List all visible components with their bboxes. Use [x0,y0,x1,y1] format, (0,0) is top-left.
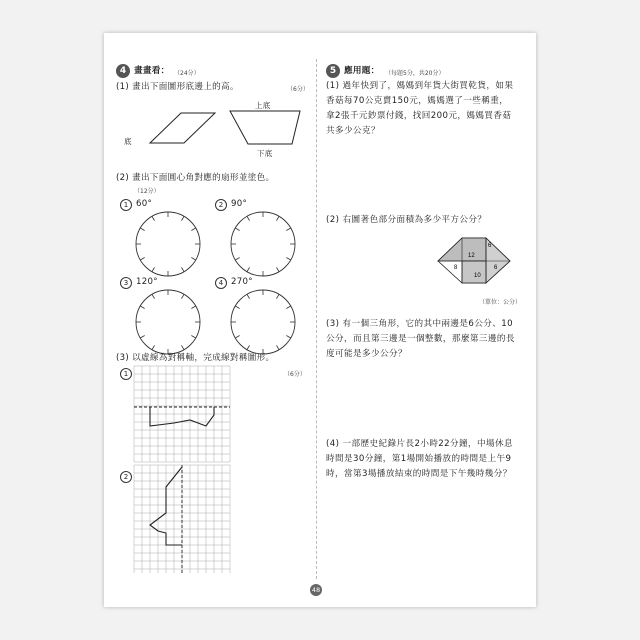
r-q2-unit: （單位：公分） [479,299,522,306]
page-number: 48 [311,586,321,594]
section-4-points: （24分） [174,70,200,77]
section-4-badge: 4 [116,64,130,78]
q2-item-1-angle: 60° [136,199,153,209]
section-5-title: 應用題： [344,66,380,76]
dim-8: 8 [454,265,458,271]
r-q4-text: (4) 一部歷史紀錄片長2小時22分鐘，中場休息時間是30分鐘，第1場開始播放的時間是上午9時，當第3場播放結束的時間是下午幾時幾分？ [326,439,514,479]
section-5-points: （每題5分，共20分） [385,70,445,77]
trapezoid-bottom-label: 下底 [257,149,273,158]
q2-item-3-angle: 120° [136,277,158,287]
q2-points: （12分） [134,188,160,195]
symmetry-grid-1 [134,366,230,462]
r-q2-figure [434,233,514,289]
q3-item-1-num: 1 [120,368,132,380]
q3-points: （6分） [284,371,306,378]
worksheet-page [104,33,536,607]
q2-item-3-num: 3 [120,277,132,289]
dim-12: 12 [468,253,475,259]
r-q3-text: (3) 有一個三角形，它的其中兩邊是6公分、10公分，而且第三邊是一個整數，那麼第三邊的長度可能是多少公分？ [326,319,515,359]
q2-item-2-angle: 90° [231,199,248,209]
r-q1-text: (1) 過年快到了，媽媽到年貨大街買乾貨，如果香菇每70公克賣150元，媽媽選了一些稱重，拿2張千元鈔票付錢，找回200元，媽媽買香菇共多少公克？ [326,81,514,136]
trapezoid-top-label: 上底 [255,101,271,110]
q1-label: (1) 畫出下面圖形底邊上的高。 [116,82,239,92]
q3-grids [104,33,316,573]
column-divider [316,59,317,579]
parallelogram-base-label: 底 [124,137,132,146]
section-5-badge: 5 [326,64,340,78]
symmetry-grid-2 [134,465,230,573]
dim-10: 10 [474,273,481,279]
q3-label: (3) 以虛線為對稱軸，完成線對稱圖形。 [116,353,275,363]
q2-item-4-num: 4 [215,277,227,289]
q2-item-2-num: 2 [215,199,227,211]
q2-item-1-num: 1 [120,199,132,211]
q2-item-4-angle: 270° [231,277,253,287]
q1-points: （6分） [287,86,309,93]
q2-label: (2) 畫出下面圓心角對應的扇形並塗色。 [116,173,275,183]
section-4-title: 畫畫看： [134,66,170,76]
dim-6-right: 6 [494,265,498,271]
q3-item-2-num: 2 [120,471,132,483]
dim-6-top: 6 [488,243,492,249]
r-q2-text: (2) 右圖著色部分面積為多少平方公分？ [326,215,487,225]
